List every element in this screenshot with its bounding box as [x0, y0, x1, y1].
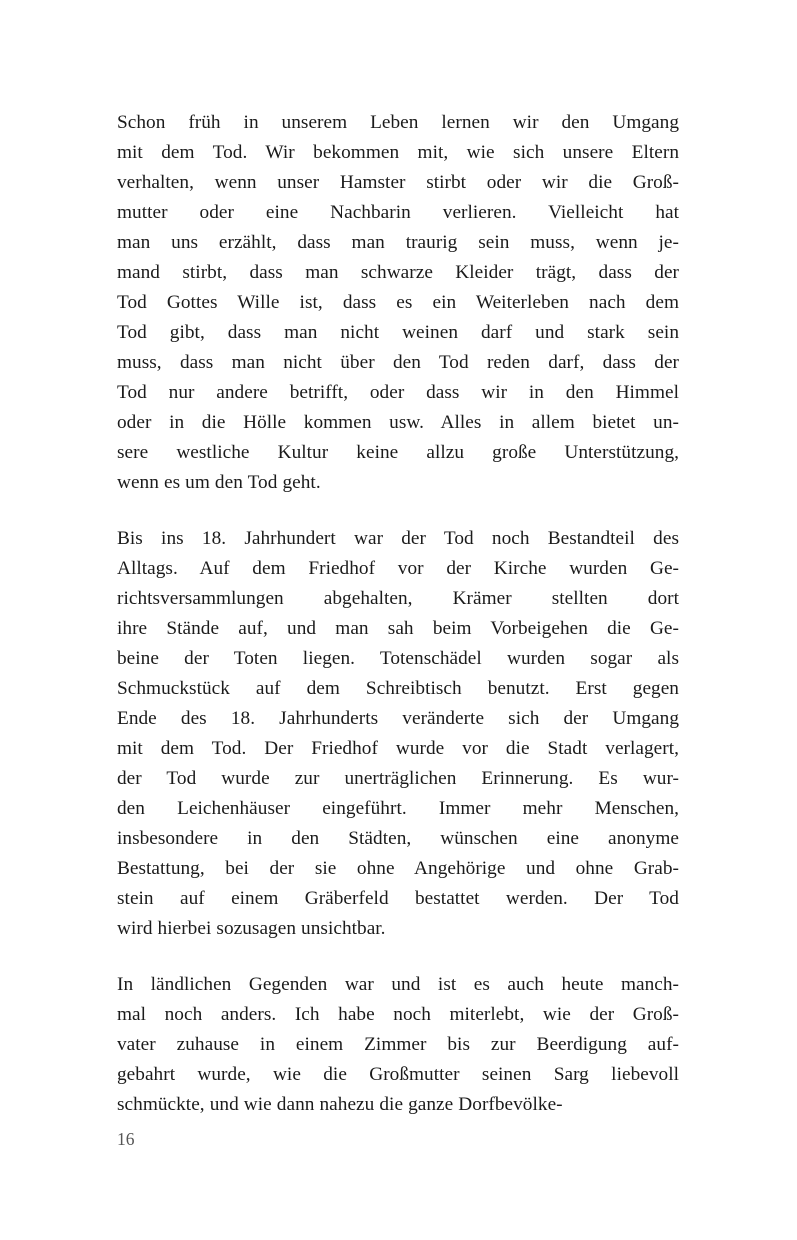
text-line: In ländlichen Gegenden war und ist es auch heute manch-	[117, 974, 679, 995]
text-line: mit dem Tod. Der Friedhof wurde vor die Stadt verlagert,	[117, 738, 679, 759]
text-line: schmückte, und wie dann nahezu die ganze Dorfbevölke-	[117, 1094, 563, 1115]
text-line: mal noch anders. Ich habe noch miterlebt, wie der Groß-	[117, 1004, 679, 1025]
text-line: Schon früh in unserem Leben lernen wir den Umgang	[117, 112, 679, 133]
paragraph-3	[117, 970, 679, 1120]
text-line: wird hierbei sozusagen unsichtbar.	[117, 918, 386, 939]
text-line: beine der Toten liegen. Totenschädel wurden sogar als	[117, 648, 679, 669]
text-line: muss, dass man nicht über den Tod reden darf, dass der	[117, 352, 679, 373]
text-line: vater zuhause in einem Zimmer bis zur Beerdigung auf-	[117, 1034, 679, 1055]
text-line: der Tod wurde zur unerträglichen Erinnerung. Es wur-	[117, 768, 679, 789]
text-line: gebahrt wurde, wie die Großmutter seinen Sarg liebevoll	[117, 1064, 679, 1085]
paragraph-2	[117, 524, 679, 944]
text-line: richtsversammlungen abgehalten, Krämer stellten dort	[117, 588, 679, 609]
text-line: mutter oder eine Nachbarin verlieren. Vielleicht hat	[117, 202, 679, 223]
text-line: oder in die Hölle kommen usw. Alles in allem bietet un-	[117, 412, 679, 433]
text-line: Tod Gottes Wille ist, dass es ein Weiterleben nach dem	[117, 292, 679, 313]
text-line: Tod gibt, dass man nicht weinen darf und stark sein	[117, 322, 679, 343]
text-line: den Leichenhäuser eingeführt. Immer mehr Menschen,	[117, 798, 679, 819]
text-line: Alltags. Auf dem Friedhof vor der Kirche wurden Ge-	[117, 558, 679, 579]
text-line: man uns erzählt, dass man traurig sein muss, wenn je-	[117, 232, 679, 253]
text-line: mit dem Tod. Wir bekommen mit, wie sich unsere Eltern	[117, 142, 679, 163]
text-line: verhalten, wenn unser Hamster stirbt oder wir die Groß-	[117, 172, 679, 193]
page-number: 16	[117, 1129, 135, 1149]
paragraph-1	[117, 108, 679, 498]
text-line: stein auf einem Gräberfeld bestattet werden. Der Tod	[117, 888, 679, 909]
text-line: Bestattung, bei der sie ohne Angehörige und ohne Grab-	[117, 858, 679, 879]
text-line: Schmuckstück auf dem Schreibtisch benutzt. Erst gegen	[117, 678, 679, 699]
text-line: insbesondere in den Städten, wünschen eine anonyme	[117, 828, 679, 849]
text-line: mand stirbt, dass man schwarze Kleider trägt, dass der	[117, 262, 679, 283]
text-line: wenn es um den Tod geht.	[117, 472, 321, 493]
body-text-column	[117, 108, 679, 1120]
text-line: ihre Stände auf, und man sah beim Vorbeigehen die Ge-	[117, 618, 679, 639]
text-line: sere westliche Kultur keine allzu große Unterstützung,	[117, 442, 679, 463]
text-line: Bis ins 18. Jahrhundert war der Tod noch Bestandteil des	[117, 528, 679, 549]
text-line: Ende des 18. Jahrhunderts veränderte sich der Umgang	[117, 708, 679, 729]
text-line: Tod nur andere betrifft, oder dass wir in den Himmel	[117, 382, 679, 403]
